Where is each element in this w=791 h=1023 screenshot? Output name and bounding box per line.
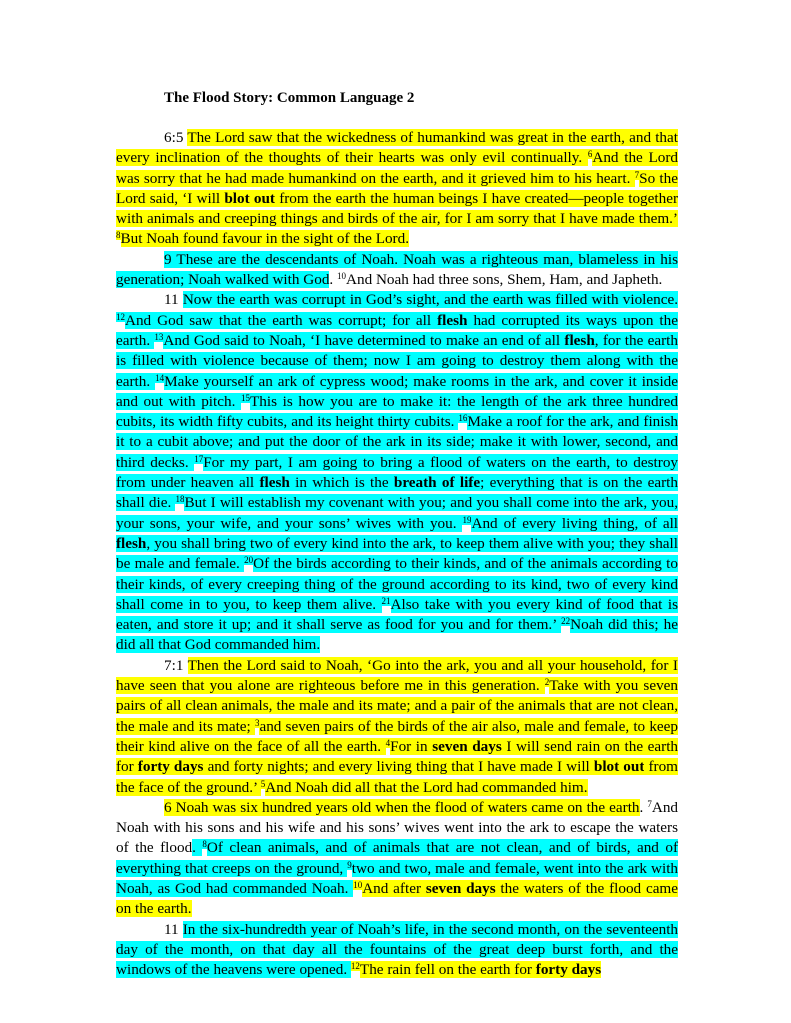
- verse-number: 14: [155, 372, 165, 383]
- text-run: and forty nights; and every living thing that I have made I will: [203, 758, 594, 776]
- text-run: .: [329, 271, 338, 289]
- paragraph: [116, 656, 678, 798]
- emphasized-phrase: seven days: [425, 879, 496, 897]
- text-run: And after: [362, 879, 426, 897]
- text-run: , you shall bring two of every kind into the ark, to keep them alive with you; they shall be male and female.: [116, 534, 678, 573]
- verse-number: 9: [347, 859, 352, 870]
- text-run: And Noah with his sons and his wife and his sons’ wives went into the ark to escape the waters of the flood: [116, 798, 679, 857]
- text-run: .: [192, 839, 203, 857]
- text-run: Of clean animals, and of animals that are not clean, and of birds, and of everything that creeps on the ground,: [116, 839, 679, 877]
- paragraph: [116, 250, 678, 291]
- verse-number: 8: [202, 839, 207, 850]
- text-run: from the face of the ground.’: [116, 758, 678, 796]
- verse-number: 8: [116, 230, 121, 241]
- verse-number: 5: [260, 778, 266, 789]
- text-run: This is how you are to make it: the length of the ark three hundred cubits, its width fifty cubits, and its height thirty cubits.: [116, 392, 678, 431]
- text-run: had corrupted its ways upon the earth.: [116, 311, 678, 349]
- text-run: Then the Lord said to Noah, ‘Go into the ark, you and all your household, for I have seen that you alone are righteous before me in this generation.: [116, 656, 678, 695]
- emphasized-phrase: breath of life: [393, 474, 481, 492]
- verse-number: 12: [350, 961, 360, 972]
- text-run: The Lord saw that the wickedness of humankind was great in the earth, and that every inclination of the thoughts of their hearts was only evil continually.: [116, 129, 678, 167]
- text-run: 11: [164, 291, 183, 309]
- verse-number: 10: [337, 271, 347, 282]
- verse-number: 18: [175, 494, 185, 505]
- text-run: I will send rain on the earth for: [116, 737, 679, 776]
- emphasized-phrase: flesh: [437, 311, 468, 329]
- verse-number: 22: [561, 616, 571, 627]
- document-page: [116, 88, 678, 980]
- text-run: two and two, male and female, went into the ark with Noah, as God had commanded Noah.: [116, 859, 679, 897]
- text-run: But I will establish my covenant with you; and you shall come into the ark, you, your sons, your wife, and your sons’ wives with you.: [116, 494, 678, 532]
- emphasized-phrase: blot out: [593, 758, 645, 776]
- paragraph: [116, 798, 678, 920]
- emphasized-phrase: flesh: [564, 331, 595, 349]
- verse-number: 16: [458, 413, 468, 424]
- verse-number: 4: [385, 737, 391, 748]
- verse-number: 20: [244, 555, 254, 566]
- paragraph: [116, 290, 678, 655]
- text-run: In the six-hundredth year of Noah’s life, in the second month, on the seventeenth day of the month, on that day all the fountains of the great deep burst forth, and the windows of the heavens were opened.: [116, 920, 679, 979]
- verse-number: 12: [116, 311, 125, 322]
- verse-number: 6: [587, 149, 593, 160]
- paragraph: [116, 920, 678, 981]
- text-run: in which is the: [289, 474, 394, 492]
- text-run: Make a roof for the ark, and finish it to a cubit above; and put the door of the ark in its side; make it with lower, second, and third decks.: [116, 413, 678, 471]
- spacer: [116, 108, 678, 128]
- text-run: So the Lord said, ‘I will: [116, 169, 678, 207]
- document-title: The Flood Story: Common Language 2: [164, 90, 415, 106]
- text-run: The rain fell on the earth for: [359, 961, 536, 979]
- emphasized-phrase: seven days: [432, 737, 502, 755]
- text-run: and seven pairs of the birds of the air also, male and female, to keep their kind alive on the face of all the earth.: [116, 717, 678, 755]
- text-run: For my part, I am going to bring a flood of waters on the earth, to destroy from under heaven all: [116, 453, 679, 492]
- text-run: And of every living thing, of all: [471, 514, 679, 532]
- text-run: the waters of the flood came on the earth.: [116, 879, 678, 918]
- text-run: , for the earth is filled with violence because of them; now I am going to destroy them along with the earth.: [116, 331, 678, 390]
- text-run: 6 Noah was six hundred years old when the flood of waters came on the earth: [164, 798, 640, 816]
- emphasized-phrase: forty days: [137, 758, 204, 776]
- text-run: ; everything that is on the earth shall die.: [116, 474, 678, 512]
- text-run: For in: [390, 737, 433, 755]
- text-run: from the earth the human beings I have created—people together with animals and creeping things and birds of the air, for I am sorry that I have made them.’: [116, 189, 678, 228]
- text-run: But Noah found favour in the sight of the Lord.: [120, 230, 410, 248]
- verse-number: 7: [647, 798, 652, 809]
- text-run: .: [639, 798, 648, 816]
- emphasized-phrase: flesh: [259, 474, 290, 492]
- text-run: Of the birds according to their kinds, and of the animals according to their kinds, of every creeping thing of the ground according to its kind, two of every kind shall come in to you, to keep them alive.: [116, 555, 678, 613]
- text-run: And God said to Noah, ‘I have determined to make an end of all: [163, 331, 565, 349]
- emphasized-phrase: forty days: [535, 961, 602, 979]
- verse-number: 21: [381, 595, 391, 606]
- verse-number: 7: [634, 169, 640, 180]
- verse-number: 17: [194, 453, 204, 464]
- verse-number: 15: [241, 392, 251, 403]
- text-run: Take with you seven pairs of all clean animals, the male and its mate; and a pair of the animals that are not clean, the male and its mate;: [116, 677, 678, 735]
- text-run: And the Lord was sorry that he had made humankind on the earth, and it grieved him to his heart.: [116, 149, 679, 187]
- emphasized-phrase: flesh: [116, 534, 147, 552]
- text-run: And God saw that the earth was corrupt; for all: [125, 311, 438, 329]
- text-run: Make yourself an ark of cypress wood; make rooms in the ark, and cover it inside and out with pitch.: [116, 372, 678, 410]
- text-run: 7:1: [164, 656, 188, 674]
- text-run: 11: [164, 920, 183, 938]
- text-run: 9 These are the descendants of Noah. Noah was a righteous man, blameless in his generation; Noah walked with God: [116, 250, 678, 289]
- paragraph: [116, 128, 678, 250]
- text-run: And Noah had three sons, Shem, Ham, and Japheth.: [346, 271, 663, 289]
- verse-number: 13: [154, 331, 164, 342]
- verse-number: 19: [462, 514, 472, 525]
- text-run: Also take with you every kind of food that is eaten, and store it up; and it shall serve as food for you and for them.’: [116, 595, 679, 634]
- text-run: Noah did this; he did all that God commanded him.: [116, 616, 678, 654]
- document-body: [116, 128, 678, 980]
- emphasized-phrase: blot out: [224, 189, 275, 207]
- verse-number: 3: [254, 717, 260, 728]
- text-run: 6:5: [164, 129, 188, 146]
- text-run: Now the earth was corrupt in God’s sight, and the earth was filled with violence.: [182, 291, 678, 309]
- verse-number: 2: [544, 677, 550, 688]
- verse-number: 10: [353, 879, 363, 890]
- text-run: And Noah did all that the Lord had commanded him.: [265, 778, 588, 796]
